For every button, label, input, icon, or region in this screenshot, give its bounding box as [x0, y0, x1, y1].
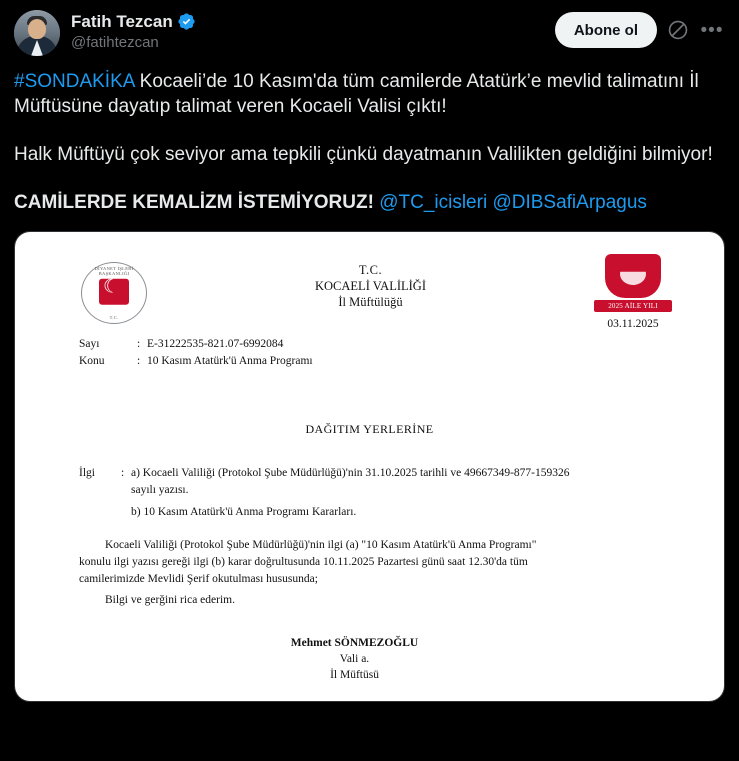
- document-body-line-3: camilerimizde Mevlidi Şerif okutulması hususunda;: [79, 573, 318, 585]
- avatar-face: [28, 19, 46, 39]
- document-meta: [79, 336, 698, 370]
- document-reference-a-line2: sayılı yazısı.: [131, 484, 189, 496]
- signature-name: Mehmet SÖNMEZOĞLU: [290, 637, 419, 649]
- more-options-icon[interactable]: [699, 17, 725, 43]
- tweet-paragraph-3-text: CAMİLERDE KEMALİZM İSTEMİYORUZ!: [14, 192, 380, 213]
- seal-top-text: DİYANET İŞLERİ BAŞKANLIĞI: [94, 266, 134, 276]
- document-reference-sep: :: [121, 467, 125, 479]
- author-display-name[interactable]: Fatih Tezcan: [71, 12, 173, 31]
- document-meta-sep-sayi: :: [137, 338, 141, 350]
- author-name-row: [71, 11, 544, 32]
- aile-yili-logo: [594, 254, 672, 330]
- document-date: 03.11.2025: [607, 318, 659, 330]
- document-title-line-1: T.C.: [358, 263, 383, 277]
- mute-slash-icon[interactable]: [665, 17, 691, 43]
- hashtag-sondakika[interactable]: #SONDAKİKA: [14, 71, 135, 92]
- document-body-line-4: Bilgi ve gerğini rica ederim.: [105, 594, 235, 606]
- aile-yili-badge: 2025 AİLE YILI: [594, 300, 672, 312]
- document-body-line-1-text: Kocaeli Valiliği (Protokol Şube Müdürlüğü)'nin ilgi (a) "10 Kasım Atatürk'ü Anma Programı": [105, 539, 537, 551]
- seal-bottom-text: T.C.: [109, 315, 119, 320]
- document-body-line-2: konulu ilgi yazısı gereği ilgi (b) karar doğrultusunda 10.11.2025 Pazartesi günü saat 12.30'da tüm: [79, 556, 528, 568]
- document-body-paragraph: [79, 537, 658, 609]
- document-meta-row: [79, 353, 698, 370]
- document-meta-sep-konu: :: [137, 355, 141, 367]
- tweet-header: [14, 10, 725, 56]
- mention-dibsafiarpagus[interactable]: @DIBSafiArpagus: [492, 192, 647, 213]
- document-reference-label: İlgi: [79, 467, 95, 479]
- document-meta-row: [79, 336, 698, 353]
- tweet-paragraph-3: [14, 190, 725, 215]
- aile-yili-mark-icon: [605, 254, 661, 298]
- document-reference-b-line: b) 10 Kasım Atatürk'ü Anma Programı Kararları.: [131, 506, 357, 518]
- signature-title-2: İl Müftüsü: [330, 669, 379, 681]
- document-title-line-3: İl Müftülüğü: [338, 295, 403, 309]
- mention-tc-icisleri[interactable]: @TC_icisleri: [379, 192, 488, 213]
- author-name-block: [71, 10, 544, 53]
- document-reference-a-line1: a) Kocaeli Valiliği (Protokol Şube Müdürlüğü)'nin 31.10.2025 tarihli ve 49667349-877-159326: [131, 467, 570, 479]
- document-signature-block: [41, 635, 698, 683]
- avatar[interactable]: [14, 10, 60, 56]
- tweet-paragraph-2: Halk Müftüyü çok seviyor ama tepkili çünkü dayatmanın Valilikten geldiğini bilmiyor!: [14, 144, 713, 165]
- document-meta-key-sayi: Sayı: [79, 338, 100, 350]
- document-meta-value-sayi: E-31222535-821.07-6992084: [147, 338, 284, 350]
- document-meta-key-konu: Konu: [79, 355, 105, 367]
- author-handle[interactable]: @fatihtezcan: [71, 34, 159, 51]
- document-header-row: [41, 246, 698, 330]
- tweet-paragraph-1: [14, 69, 725, 119]
- document-distribution-title: DAĞITIM YERLERİNE: [305, 422, 434, 436]
- document-title-line-2: KOCAELİ VALİLİĞİ: [315, 279, 426, 293]
- follow-button[interactable]: Abone ol: [555, 12, 657, 48]
- document-references-block: [79, 465, 698, 521]
- document-body-line-1: [79, 537, 658, 554]
- document-meta-value-konu: 10 Kasım Atatürk'ü Anma Programı: [147, 355, 313, 367]
- tweet-media-card[interactable]: [14, 231, 725, 702]
- document-reference-row: [79, 465, 698, 482]
- more-options-glyph: •••: [700, 19, 724, 41]
- seal-crescent-icon: [99, 279, 129, 305]
- signature-title-1: Vali a.: [339, 653, 370, 665]
- document-title-block: [157, 246, 584, 310]
- tweet-header-actions: [555, 10, 725, 48]
- tweet-paragraph-1-rest: Kocaeli’de 10 Kasım'da tüm camilerde Atatürk’e mevlid talimatını İl Müftüsüne dayatıp talimat veren Kocaeli Valisi çıktı!: [14, 71, 699, 117]
- official-document-image: [15, 232, 724, 701]
- tweet-body-text: [14, 69, 725, 215]
- diyanet-seal-icon: [81, 262, 147, 324]
- verified-badge-icon: [177, 12, 196, 31]
